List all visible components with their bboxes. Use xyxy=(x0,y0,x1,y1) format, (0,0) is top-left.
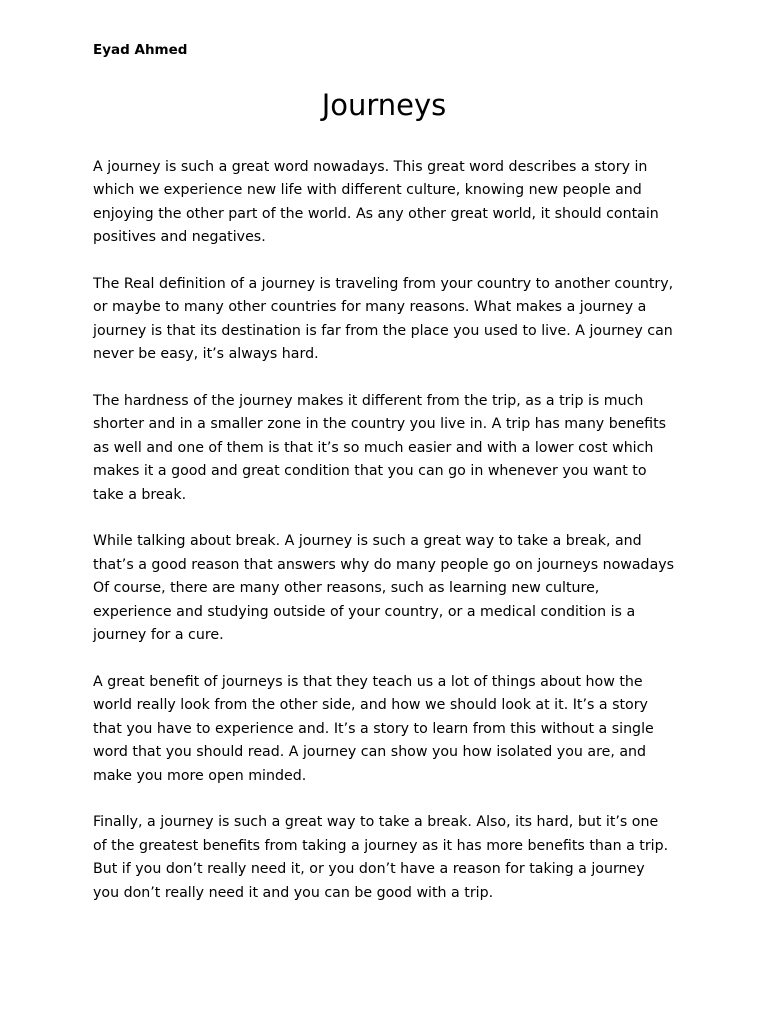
paragraph-line: take a break. xyxy=(93,486,187,503)
paragraph xyxy=(93,671,693,788)
paragraph-line: The hardness of the journey makes it different from the trip, as a trip is much xyxy=(93,393,644,410)
paragraph-line: journey is that its destination is far from the place you used to live. A journey can xyxy=(93,322,673,339)
essay-body xyxy=(93,156,693,928)
paragraph xyxy=(93,156,693,250)
paragraph xyxy=(93,390,693,507)
paragraph-line: which we experience new life with different culture, knowing new people and xyxy=(93,182,642,199)
paragraph-line: word that you should read. A journey can show you how isolated you are, and xyxy=(93,744,647,761)
paragraph-line: The Real definition of a journey is traveling from your country to another country, xyxy=(93,276,674,293)
paragraph-line: A great benefit of journeys is that they teach us a lot of things about how the xyxy=(93,673,643,690)
paragraph-line: world really look from the other side, and how we should look at it. It’s a story xyxy=(93,697,648,714)
paragraph-line: While talking about break. A journey is such a great way to take a break, and xyxy=(93,533,642,550)
page-title: Journeys xyxy=(321,88,447,122)
paragraph-line: as well and one of them is that it’s so much easier and with a lower cost which xyxy=(93,439,654,456)
paragraph xyxy=(93,811,693,905)
paragraph-line: of the greatest benefits from taking a journey as it has more benefits than a trip. xyxy=(93,837,669,854)
paragraph-line: or maybe to many other countries for many reasons. What makes a journey a xyxy=(93,299,647,316)
paragraph-line: enjoying the other part of the world. As any other great world, it should contain xyxy=(93,205,659,222)
paragraph-line: that’s a good reason that answers why do many people go on journeys nowadays xyxy=(93,556,675,573)
paragraph-line: positives and negatives. xyxy=(93,229,266,246)
paragraph-line: A journey is such a great word nowadays. This great word describes a story in xyxy=(93,159,648,175)
paragraph-line: Of course, there are many other reasons, such as learning new culture, xyxy=(93,580,600,597)
paragraph-line: journey for a cure. xyxy=(93,627,224,644)
paragraph-line: make you more open minded. xyxy=(93,767,307,784)
paragraph xyxy=(93,530,693,647)
paragraph-line: never be easy, it’s always hard. xyxy=(93,346,319,363)
paragraph xyxy=(93,273,693,367)
paragraph-line: makes it a good and great condition that you can go in whenever you want to xyxy=(93,463,647,480)
author-name: Eyad Ahmed xyxy=(93,42,188,58)
paragraph-line: But if you don’t really need it, or you don’t have a reason for taking a journey xyxy=(93,861,645,878)
paragraph-line: that you have to experience and. It’s a story to learn from this without a single xyxy=(93,720,654,737)
paragraph-line: shorter and in a smaller zone in the country you live in. A trip has many benefits xyxy=(93,416,667,433)
paragraph-line: experience and studying outside of your country, or a medical condition is a xyxy=(93,603,636,620)
paragraph-line: Finally, a journey is such a great way to take a break. Also, its hard, but it’s one xyxy=(93,814,659,831)
paragraph-line: you don’t really need it and you can be good with a trip. xyxy=(93,884,494,901)
